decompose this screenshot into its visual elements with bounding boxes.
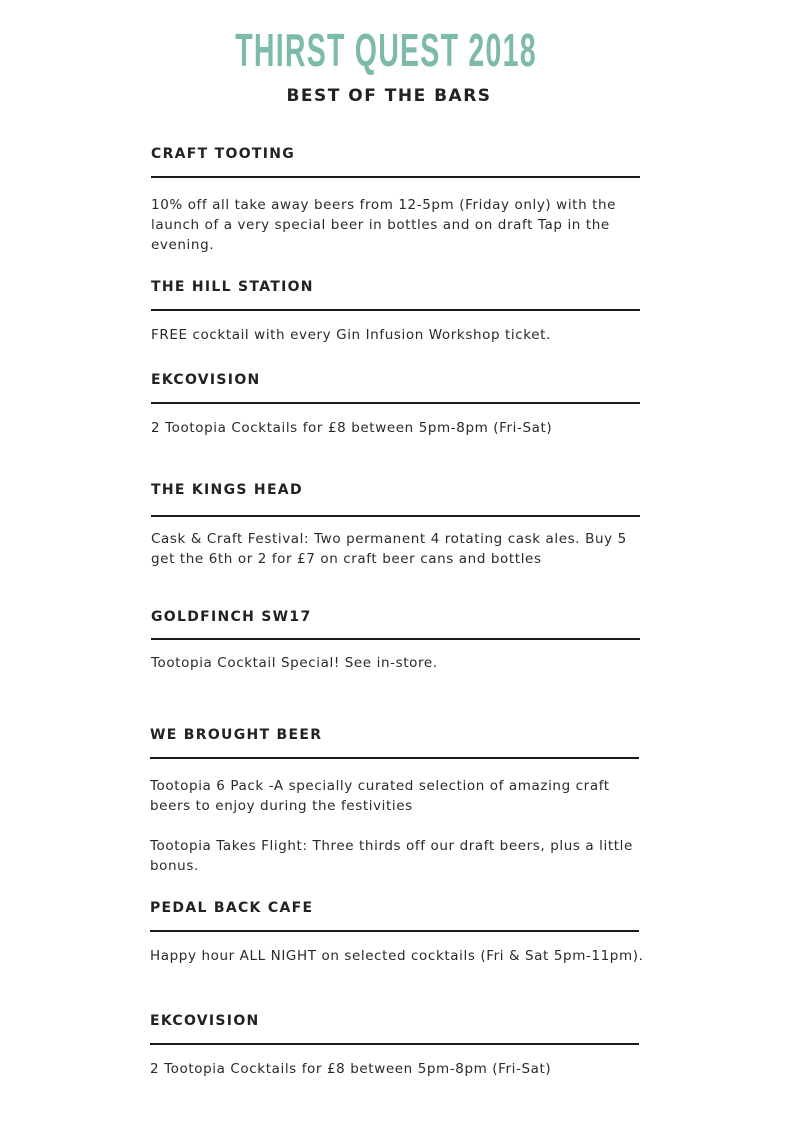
section-divider <box>150 757 639 759</box>
offer-text: FREE cocktail with every Gin Infusion Workshop ticket. <box>151 327 551 343</box>
section-divider <box>151 402 640 404</box>
section-divider <box>151 309 640 311</box>
offer-text: Tootopia 6 Pack -A specially curated selection of amazing craft beers to enjoy during the festivities <box>150 778 610 814</box>
section-divider <box>151 176 640 178</box>
offer-text: 10% off all take away beers from 12-5pm (Friday only) with the launch of a very special beer in bottles and on draft Tap in the evening. <box>151 197 617 253</box>
venue-name: GOLDFINCH SW17 <box>151 609 312 625</box>
offer-text: Cask & Craft Festival: Two permanent 4 rotating cask ales. Buy 5 get the 6th or 2 for £7 on craft beer cans and bottles <box>151 531 627 567</box>
page-subtitle: BEST OF THE BARS <box>286 86 492 106</box>
offer-text: Happy hour ALL NIGHT on selected cocktails (Fri & Sat 5pm-11pm). <box>150 948 644 964</box>
venue-name: PEDAL BACK CAFE <box>150 900 314 916</box>
offer-text: Tootopia Takes Flight: Three thirds off our draft beers, plus a little bonus. <box>150 838 633 874</box>
section-divider <box>150 930 639 932</box>
offer-text: Tootopia Cocktail Special! See in-store. <box>151 655 438 671</box>
section-divider <box>151 515 640 517</box>
offer-text: 2 Tootopia Cocktails for £8 between 5pm-8pm (Fri-Sat) <box>151 420 553 436</box>
section-divider <box>150 1043 639 1045</box>
venue-name: EKCOVISION <box>151 372 261 388</box>
page-title: THIRST QUEST 2018 <box>235 24 537 76</box>
venue-name: WE BROUGHT BEER <box>150 727 323 743</box>
offer-text: 2 Tootopia Cocktails for £8 between 5pm-8pm (Fri-Sat) <box>150 1061 552 1077</box>
venue-name: THE KINGS HEAD <box>151 482 303 498</box>
venue-name: CRAFT TOOTING <box>151 146 296 162</box>
section-divider <box>151 638 640 640</box>
venue-name: THE HILL STATION <box>151 279 314 295</box>
venue-name: EKCOVISION <box>150 1013 260 1029</box>
